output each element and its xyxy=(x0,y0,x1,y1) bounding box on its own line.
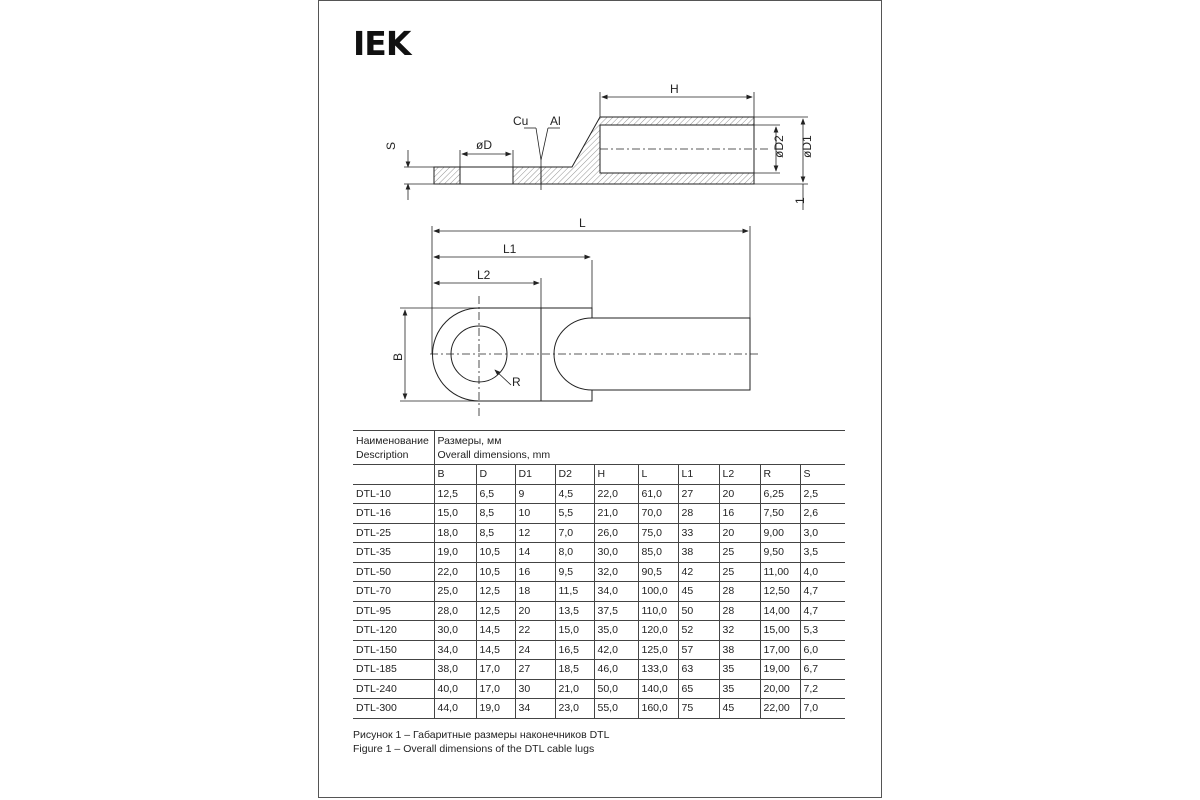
table-header-row xyxy=(353,431,845,465)
dimension-cell: 35,0 xyxy=(594,621,638,641)
dimension-cell: 38 xyxy=(719,640,760,660)
lug-name-cell: DTL-35 xyxy=(353,543,434,563)
dimension-cell: 24 xyxy=(515,640,555,660)
dimension-cell: 15,0 xyxy=(434,504,476,524)
table-row xyxy=(353,543,845,563)
dimension-cell: 12,5 xyxy=(476,601,515,621)
dimension-cell: 6,7 xyxy=(800,660,845,680)
dim-label-s: S xyxy=(384,141,398,150)
dimension-cell: 7,0 xyxy=(555,523,594,543)
dimension-cell: 10,5 xyxy=(476,543,515,563)
dimension-cell: 11,00 xyxy=(760,562,800,582)
col-header: B xyxy=(434,465,476,485)
dimension-cell: 32,0 xyxy=(594,562,638,582)
dim-label-d: øD xyxy=(476,138,492,152)
dimension-cell: 85,0 xyxy=(638,543,678,563)
dimension-cell: 15,00 xyxy=(760,621,800,641)
dimension-cell: 46,0 xyxy=(594,660,638,680)
name-header: Наименование Description xyxy=(353,431,434,465)
dimension-cell: 14,00 xyxy=(760,601,800,621)
dim-label-d2: øD2 xyxy=(772,135,786,158)
dimension-cell: 65 xyxy=(678,679,719,699)
dimension-cell: 28 xyxy=(719,582,760,602)
dimension-cell: 17,0 xyxy=(476,660,515,680)
dimension-cell: 14,5 xyxy=(476,640,515,660)
dimension-cell: 25,0 xyxy=(434,582,476,602)
dimension-cell: 21,0 xyxy=(555,679,594,699)
dim-label-b: B xyxy=(391,352,405,361)
dimension-cell: 120,0 xyxy=(638,621,678,641)
table-row xyxy=(353,601,845,621)
dimension-cell: 34,0 xyxy=(434,640,476,660)
dimension-cell: 34 xyxy=(515,699,555,719)
dimension-cell: 19,00 xyxy=(760,660,800,680)
dimension-cell: 22,0 xyxy=(434,562,476,582)
dimension-cell: 5,3 xyxy=(800,621,845,641)
lug-name-cell: DTL-50 xyxy=(353,562,434,582)
dimension-cell: 35 xyxy=(719,679,760,699)
dimension-cell: 28 xyxy=(719,601,760,621)
dimension-cell: 50 xyxy=(678,601,719,621)
lug-name-cell: DTL-25 xyxy=(353,523,434,543)
col-header: D1 xyxy=(515,465,555,485)
dimension-cell: 4,7 xyxy=(800,601,845,621)
table-row xyxy=(353,504,845,524)
dimension-cell: 19,0 xyxy=(476,699,515,719)
lug-name-cell: DTL-70 xyxy=(353,582,434,602)
dimension-cell: 26,0 xyxy=(594,523,638,543)
dimension-cell: 18 xyxy=(515,582,555,602)
lug-name-cell: DTL-10 xyxy=(353,484,434,504)
lug-name-cell: DTL-150 xyxy=(353,640,434,660)
dimension-cell: 125,0 xyxy=(638,640,678,660)
dimension-cell: 35 xyxy=(719,660,760,680)
dimension-cell: 52 xyxy=(678,621,719,641)
section-view xyxy=(404,92,808,210)
dimension-cell: 8,5 xyxy=(476,523,515,543)
lug-name-cell: DTL-95 xyxy=(353,601,434,621)
iek-logo: IEK xyxy=(353,24,411,63)
dimension-cell: 25 xyxy=(719,543,760,563)
dimension-cell: 33 xyxy=(678,523,719,543)
table-row xyxy=(353,484,845,504)
col-header: D2 xyxy=(555,465,594,485)
dim-label-one: 1 xyxy=(793,197,807,204)
top-view xyxy=(400,226,760,418)
dimension-cell: 20 xyxy=(515,601,555,621)
dimensions-table xyxy=(353,430,845,719)
dimension-cell: 75,0 xyxy=(638,523,678,543)
lug-name-cell: DTL-300 xyxy=(353,699,434,719)
table-row xyxy=(353,562,845,582)
dimension-cell: 14 xyxy=(515,543,555,563)
dimension-cell: 28 xyxy=(678,504,719,524)
dimension-cell: 16 xyxy=(515,562,555,582)
dimension-cell: 27 xyxy=(515,660,555,680)
dimension-cell: 18,5 xyxy=(555,660,594,680)
col-header: H xyxy=(594,465,638,485)
dimension-cell: 8,5 xyxy=(476,504,515,524)
col-header: L xyxy=(638,465,678,485)
dimension-cell: 42 xyxy=(678,562,719,582)
dimension-cell: 90,5 xyxy=(638,562,678,582)
label-al: Al xyxy=(550,114,561,128)
dimension-cell: 23,0 xyxy=(555,699,594,719)
dimension-cell: 42,0 xyxy=(594,640,638,660)
table-row xyxy=(353,699,845,719)
dimension-cell: 45 xyxy=(719,699,760,719)
table-row xyxy=(353,621,845,641)
dimension-cell: 63 xyxy=(678,660,719,680)
dimension-cell: 38,0 xyxy=(434,660,476,680)
dimension-cell: 4,7 xyxy=(800,582,845,602)
col-header: L1 xyxy=(678,465,719,485)
dimension-cell: 40,0 xyxy=(434,679,476,699)
dimension-cell: 10 xyxy=(515,504,555,524)
dimension-cell: 160,0 xyxy=(638,699,678,719)
dimension-cell: 20 xyxy=(719,523,760,543)
col-header: R xyxy=(760,465,800,485)
figure-caption xyxy=(353,728,609,756)
dimension-cell: 11,5 xyxy=(555,582,594,602)
dimension-cell: 12 xyxy=(515,523,555,543)
caption-ru: Рисунок 1 – Габаритные размеры наконечников DTL xyxy=(353,729,610,741)
dimension-cell: 110,0 xyxy=(638,601,678,621)
dimension-cell: 140,0 xyxy=(638,679,678,699)
dimension-cell: 8,0 xyxy=(555,543,594,563)
dimension-cell: 22,0 xyxy=(594,484,638,504)
dimension-cell: 27 xyxy=(678,484,719,504)
col-header: S xyxy=(800,465,845,485)
dimension-cell: 12,5 xyxy=(434,484,476,504)
dimension-cell: 75 xyxy=(678,699,719,719)
column-header-row xyxy=(353,465,845,485)
dimension-cell: 25 xyxy=(719,562,760,582)
dim-label-h: H xyxy=(670,82,679,96)
dims-header: Размеры, мм Overall dimensions, mm xyxy=(434,431,845,465)
dimension-cell: 4,0 xyxy=(800,562,845,582)
dim-label-l: L xyxy=(579,216,586,230)
dimension-cell: 4,5 xyxy=(555,484,594,504)
caption-en: Figure 1 – Overall dimensions of the DTL cable lugs xyxy=(353,743,595,755)
dimension-cell: 3,0 xyxy=(800,523,845,543)
dimension-cell: 34,0 xyxy=(594,582,638,602)
dimension-cell: 9,5 xyxy=(555,562,594,582)
dimension-cell: 30,0 xyxy=(594,543,638,563)
dimension-cell: 16 xyxy=(719,504,760,524)
dimension-cell: 70,0 xyxy=(638,504,678,524)
dimension-cell: 14,5 xyxy=(476,621,515,641)
dimension-cell: 9,00 xyxy=(760,523,800,543)
dimension-cell: 6,0 xyxy=(800,640,845,660)
dimension-cell: 37,5 xyxy=(594,601,638,621)
dimension-cell: 100,0 xyxy=(638,582,678,602)
dimension-cell: 32 xyxy=(719,621,760,641)
dimension-cell: 15,0 xyxy=(555,621,594,641)
dimension-cell: 57 xyxy=(678,640,719,660)
dimension-cell: 2,6 xyxy=(800,504,845,524)
dimension-cell: 7,2 xyxy=(800,679,845,699)
dimension-cell: 7,0 xyxy=(800,699,845,719)
table-row xyxy=(353,640,845,660)
dimension-cell: 9 xyxy=(515,484,555,504)
dimension-cell: 17,0 xyxy=(476,679,515,699)
dimension-cell: 61,0 xyxy=(638,484,678,504)
dimension-cell: 10,5 xyxy=(476,562,515,582)
dimension-cell: 55,0 xyxy=(594,699,638,719)
dim-label-l2: L2 xyxy=(477,268,491,282)
dimension-cell: 133,0 xyxy=(638,660,678,680)
dimension-cell: 16,5 xyxy=(555,640,594,660)
dimension-cell: 21,0 xyxy=(594,504,638,524)
dimension-cell: 2,5 xyxy=(800,484,845,504)
table-row xyxy=(353,523,845,543)
label-cu: Cu xyxy=(513,114,529,128)
dimension-cell: 50,0 xyxy=(594,679,638,699)
dimension-cell: 45 xyxy=(678,582,719,602)
dimension-cell: 12,50 xyxy=(760,582,800,602)
dimension-cell: 6,5 xyxy=(476,484,515,504)
dim-label-r: R xyxy=(512,375,521,389)
table-row xyxy=(353,679,845,699)
table-body xyxy=(353,484,845,718)
lug-name-cell: DTL-240 xyxy=(353,679,434,699)
dim-label-l1: L1 xyxy=(503,242,517,256)
dimension-cell: 30,0 xyxy=(434,621,476,641)
dimension-cell: 7,50 xyxy=(760,504,800,524)
dimension-cell: 9,50 xyxy=(760,543,800,563)
dimension-cell: 20,00 xyxy=(760,679,800,699)
dimension-cell: 44,0 xyxy=(434,699,476,719)
dimension-cell: 13,5 xyxy=(555,601,594,621)
dimension-cell: 30 xyxy=(515,679,555,699)
dimension-cell: 38 xyxy=(678,543,719,563)
table-row xyxy=(353,660,845,680)
dimension-cell: 5,5 xyxy=(555,504,594,524)
table-row xyxy=(353,582,845,602)
lug-name-cell: DTL-185 xyxy=(353,660,434,680)
dimension-cell: 22 xyxy=(515,621,555,641)
dimension-cell: 6,25 xyxy=(760,484,800,504)
lug-name-cell: DTL-16 xyxy=(353,504,434,524)
dimension-cell: 18,0 xyxy=(434,523,476,543)
dimension-cell: 28,0 xyxy=(434,601,476,621)
dimension-cell: 20 xyxy=(719,484,760,504)
dimension-cell: 3,5 xyxy=(800,543,845,563)
dimension-cell: 22,00 xyxy=(760,699,800,719)
dimension-cell: 17,00 xyxy=(760,640,800,660)
dimension-cell: 12,5 xyxy=(476,582,515,602)
dimension-cell: 19,0 xyxy=(434,543,476,563)
col-header: L2 xyxy=(719,465,760,485)
col-header: D xyxy=(476,465,515,485)
blank-header-cell xyxy=(353,465,434,485)
dim-label-d1: øD1 xyxy=(800,135,814,158)
lug-name-cell: DTL-120 xyxy=(353,621,434,641)
